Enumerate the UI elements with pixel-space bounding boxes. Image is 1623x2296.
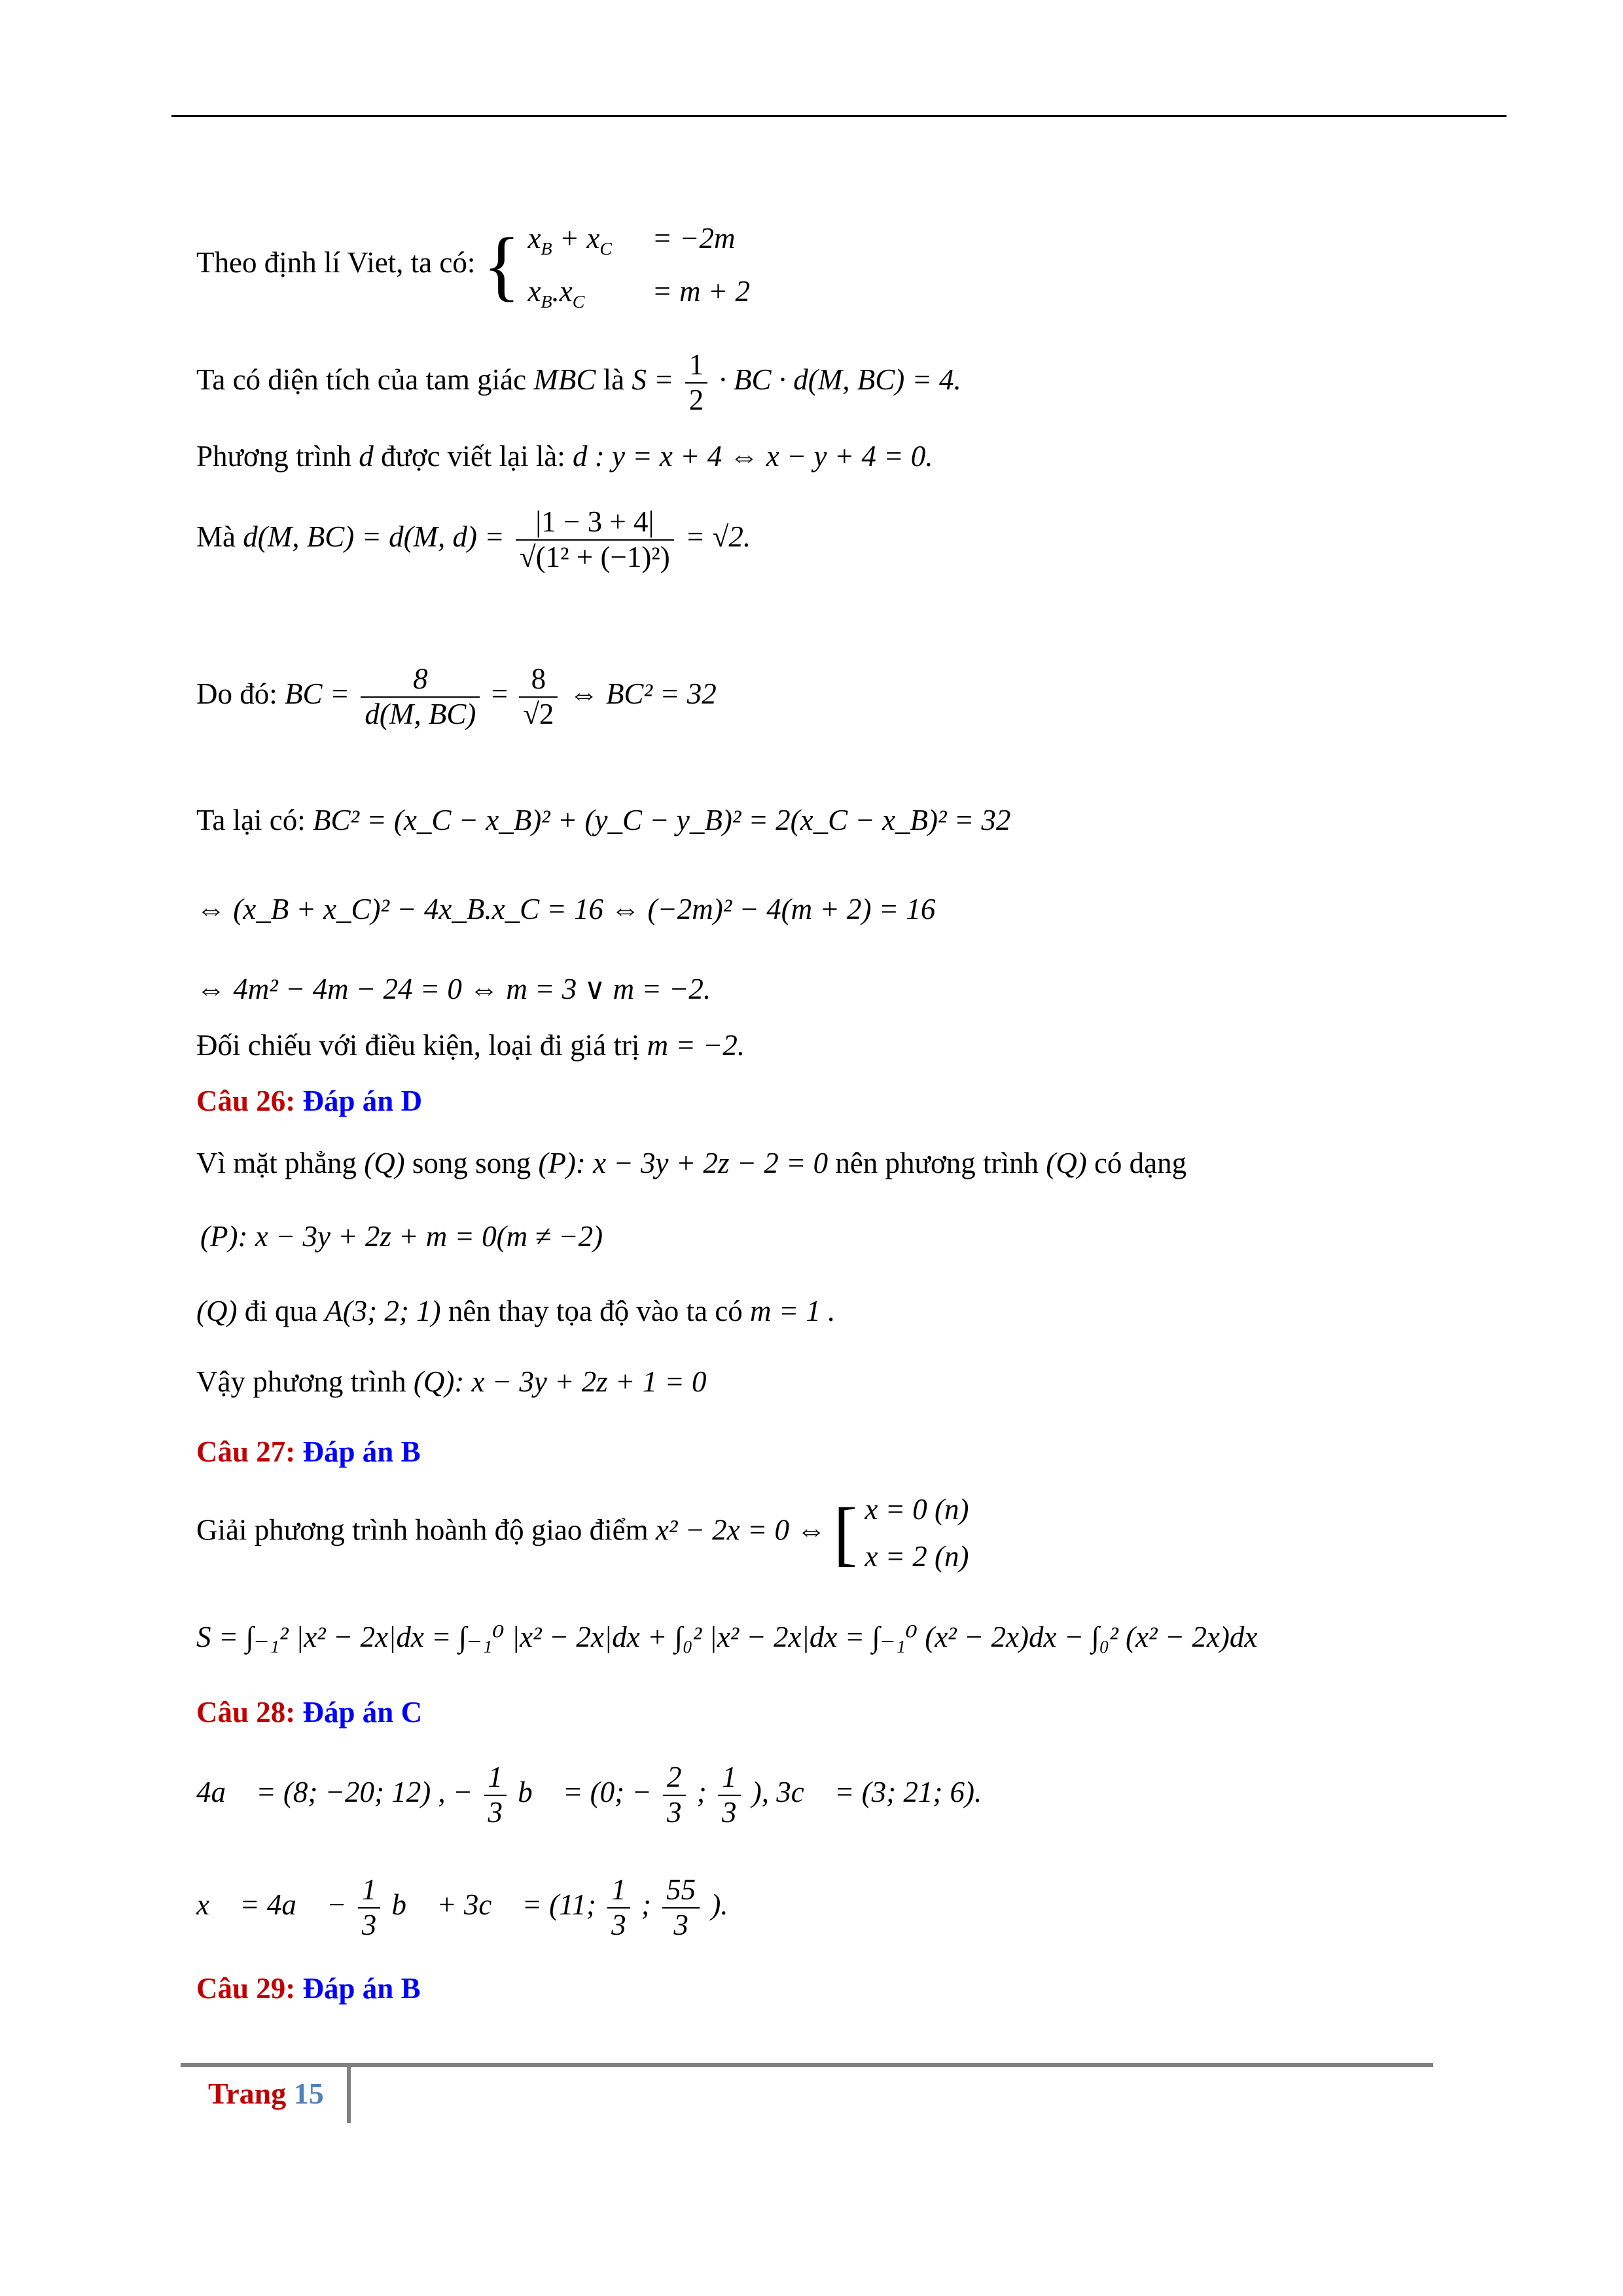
q28-frac-num: 1 (358, 1873, 381, 1909)
page-footer (208, 2076, 324, 2111)
dodo-den1: d(M, BC) (365, 697, 476, 730)
q27-case1: x = 0 (n) (865, 1493, 969, 1526)
q26-label: Câu 26: (196, 1085, 296, 1117)
ma-num: |1 − 3 + 4| (516, 505, 674, 541)
q28-frac-num: 1 (484, 1761, 507, 1796)
q27-line1 (196, 1486, 969, 1580)
q27-line1-a: Giải phương trình hoành độ giao điểm (196, 1513, 649, 1547)
doi-chieu-text: Đối chiếu với điều kiện, loại đi giá trị (196, 1029, 640, 1062)
q28-frac-den: 3 (722, 1795, 737, 1829)
viet-label: Theo định lí Viet, ta có: (196, 245, 476, 279)
q26-line3-d: nên thay tọa độ vào ta có (448, 1295, 743, 1327)
dodo-text: Do đó: (196, 677, 277, 711)
question-29-heading (196, 1971, 421, 2005)
q27-cases (865, 1486, 969, 1580)
q28-frac-den: 3 (673, 1908, 688, 1941)
line-d-formula: d : y = x + 4 ⇔ x − y + 4 = 0. (573, 440, 933, 473)
q28-frac-den: 3 (667, 1795, 682, 1829)
ma-line (196, 505, 751, 575)
q28-line1-c: ), 3c⃗ = (3; 21; 6). (751, 1776, 982, 1809)
q28-line2-c: ). (711, 1888, 728, 1922)
dodo-line: Do đó: BC = $\frac{8}{d(M, BC)}$ = $\frac{8}{√2}$ ⇔ BC² = 32 (196, 662, 717, 730)
question-27-heading (196, 1435, 421, 1469)
area-line (196, 348, 961, 418)
q28-frac-num: 1 (718, 1761, 741, 1796)
doi-chieu-line (196, 1028, 745, 1063)
q26-line1-g: có dạng (1094, 1147, 1187, 1179)
q26-line1-d: (P): x − 3y + 2z − 2 = 0 (538, 1147, 829, 1179)
q26-line4-a: Vậy phương trình (196, 1365, 406, 1398)
q26-line1-b: (Q) (364, 1147, 405, 1179)
talai-line (196, 802, 1010, 838)
q28-frac-55-3 (662, 1873, 700, 1943)
q29-label: Câu 29: (196, 1972, 296, 2005)
bc-fraction-1 (361, 662, 480, 732)
talai-text: Ta lại có: (196, 804, 306, 836)
q26-line4 (196, 1364, 707, 1399)
area-formula: S = (632, 363, 674, 397)
cases-bracket: [ (833, 1493, 858, 1573)
q28-frac-num: 1 (607, 1873, 630, 1909)
area-var: MBC (533, 363, 596, 397)
equation-2: ⇔ 4m² − 4m − 24 = 0 ⇔ m = 3 ∨ m = −2. (196, 973, 711, 1005)
q26-line3-c: A(3; 2; 1) (325, 1295, 441, 1327)
q28-frac-den: 3 (361, 1908, 377, 1941)
footer-rule (181, 2063, 1433, 2067)
q28-frac-1-3 (484, 1761, 507, 1830)
q28-line1: 4a⃗ = (8; −20; 12) , − $\frac{1}{3}$ b⃗ = (0; − $\frac{2}{3}$ ; $\frac{1}{3}$ ), 3c⃗ = (3; 21; 6). (196, 1761, 982, 1829)
bc-fraction-2 (519, 662, 558, 732)
q29-answer: Đáp án B (302, 1972, 421, 2005)
half-fraction: $\frac{1}{2}$ (685, 348, 708, 418)
viet-system: $x_B + x_C = -2m$ $x_B.x_C = m + 2$ (527, 222, 750, 312)
question-28-heading (196, 1695, 422, 1729)
talai-formula: BC² = (x_C − x_B)² + (y_C − y_B)² = 2(x_C − x_B)² = 32 (313, 804, 1011, 836)
q27-integral: S = ∫₋₁² |x² − 2x|dx = ∫₋₁⁰ |x² − 2x|dx + ∫₀² |x² − 2x|dx = ∫₋₁⁰ (x² − 2x)dx − ∫₀² (x² − 2x)dx (196, 1621, 1258, 1653)
ma-text: Mà (196, 520, 236, 554)
dodo-lhs: BC = (285, 677, 350, 711)
q27-line1-b: x² − 2x = 0 ⇔ (655, 1513, 827, 1547)
q26-line1-f: (Q) (1046, 1147, 1087, 1179)
q26-answer: Đáp án D (302, 1085, 423, 1117)
dodo-den2: √2 (523, 697, 554, 730)
q28-frac-1-3c (358, 1873, 381, 1943)
q28-line1-a: 4a⃗ = (8; −20; 12) , − (196, 1776, 473, 1809)
distance-fraction (516, 505, 674, 575)
q26-line3-a: (Q) (196, 1295, 238, 1327)
ma-lhs: d(M, BC) = d(M, d) = (243, 520, 505, 554)
area-tail: · BC · d(M, BC) = 4. (719, 363, 961, 397)
q26-line2: (P): x − 3y + 2z + m = 0(m ≠ −2) (200, 1220, 603, 1253)
q26-line4-b: (Q): x − 3y + 2z + 1 = 0 (413, 1365, 707, 1398)
q26-line1-e: nên phương trình (835, 1147, 1039, 1179)
doi-chieu-value: m = −2. (647, 1029, 745, 1062)
q28-line2-b: b⃗ + 3c⃗ = (11; (391, 1888, 596, 1922)
q28-frac-2-3 (663, 1761, 686, 1830)
q26-line1 (196, 1145, 1186, 1181)
system-brace: { (482, 221, 521, 309)
q28-frac-1-3b (718, 1761, 741, 1830)
equation-1: ⇔ (x_B + x_C)² − 4x_B.x_C = 16 ⇔ (−2m)² − 4(m + 2) = 16 (196, 893, 936, 925)
area-text: Ta có diện tích của tam giác (196, 363, 527, 397)
q27-label: Câu 27: (196, 1435, 296, 1468)
dodo-rhs: ⇔ BC² = 32 (569, 677, 717, 711)
q28-answer: Đáp án C (302, 1696, 423, 1729)
q26-line1-c: song song (412, 1147, 531, 1179)
ma-rhs: = √2. (685, 520, 751, 554)
dodo-num2: 8 (519, 662, 558, 698)
q28-frac-num: 55 (662, 1873, 700, 1909)
header-rule (171, 115, 1507, 117)
q26-line3-b: đi qua (244, 1295, 317, 1327)
viet-line (196, 213, 750, 318)
q28-frac-num: 2 (663, 1761, 686, 1796)
q28-label: Câu 28: (196, 1696, 296, 1729)
q28-line2: x⃗ = 4a⃗ − $\frac{1}{3}$ b⃗ + 3c⃗ = (11; $\frac{1}{3}$ ; $\frac{55}{3}$ ). (196, 1873, 728, 1941)
line-d-text2: được viết lại là: (380, 440, 565, 473)
line-d-text: Phương trình (196, 440, 351, 473)
area-is: là (603, 363, 625, 397)
q28-frac-den: 3 (488, 1795, 503, 1829)
q27-answer: Đáp án B (302, 1435, 421, 1468)
q28-frac-1-3d (607, 1873, 630, 1943)
q28-frac-den: 3 (611, 1908, 626, 1941)
q28-line2-a: x⃗ = 4a⃗ − (196, 1888, 347, 1922)
q26-line3-e: m = 1 . (750, 1295, 836, 1327)
footer-divider (347, 2067, 351, 2123)
dodo-num1: 8 (361, 662, 480, 698)
q26-line3 (196, 1293, 835, 1329)
q28-line1-b: b⃗ = (0; − (518, 1776, 652, 1809)
line-d (196, 439, 933, 474)
q27-case2: x = 2 (n) (865, 1540, 969, 1573)
question-26-heading (196, 1084, 422, 1118)
line-d-var: d (359, 440, 374, 473)
ma-den: √(1² + (−1)²) (519, 540, 670, 573)
q26-line1-a: Vì mặt phẳng (196, 1147, 357, 1179)
footer-label: Trang (208, 2077, 287, 2110)
page-number: 15 (293, 2077, 324, 2110)
